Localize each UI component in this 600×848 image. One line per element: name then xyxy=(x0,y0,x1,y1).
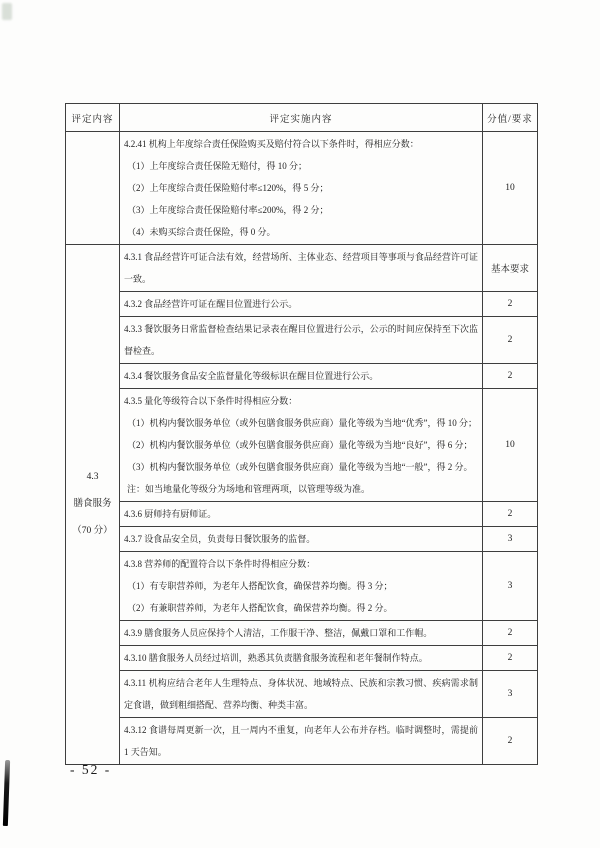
criteria-cell xyxy=(120,527,483,552)
criteria-text: 4.3.4 餐饮服务食品安全监督量化等级标识在醒目位置进行公示。 xyxy=(124,371,379,381)
table-row xyxy=(66,527,538,552)
criteria-text: 4.3.12 食谱每周更新一次，且一周内不重复，向老年人公布并存档。临时调整时，需提前 1 天告知。 xyxy=(124,725,478,757)
score-cell: 2 xyxy=(483,646,538,671)
criteria-cell xyxy=(120,132,483,245)
table-row xyxy=(66,671,538,718)
criteria-cell xyxy=(120,317,483,364)
criteria-text: 4.3.8 营养师的配置符合以下条件时得相应分数： xyxy=(124,559,316,569)
criteria-text: 4.3.9 膳食服务人员应保持个人清洁，工作服干净、整洁，佩戴口罩和工作帽。 xyxy=(124,628,433,638)
table-row xyxy=(66,552,538,621)
criteria-text: 4.3.2 食品经营许可证在醒目位置进行公示。 xyxy=(124,299,298,309)
criteria-cell xyxy=(120,364,483,389)
table-row xyxy=(66,621,538,646)
category-line: （70 分） xyxy=(72,526,113,536)
category-line: 膳食服务 xyxy=(73,499,112,509)
criteria-text: 4.3.6 厨师持有厨师证。 xyxy=(124,509,217,519)
criteria-cell xyxy=(120,671,483,718)
criteria-text: 4.3.10 膳食服务人员经过培训，熟悉其负责膳食服务流程和老年餐制作特点。 xyxy=(124,653,428,663)
score-cell: 3 xyxy=(483,552,538,621)
score-cell: 3 xyxy=(483,527,538,552)
score-cell: 2 xyxy=(483,364,538,389)
table-row xyxy=(66,389,538,502)
score-cell: 10 xyxy=(483,132,538,245)
table-row xyxy=(66,292,538,317)
criteria-text: 4.3.5 量化等级符合以下条件时得相应分数： xyxy=(124,396,298,406)
criteria-cell xyxy=(120,621,483,646)
table-header-row xyxy=(66,104,538,132)
criteria-text: （3）上年度综合责任保险赔付率≤200%，得 2 分； xyxy=(127,205,329,215)
criteria-text: 4.3.1 食品经营许可证合法有效，经营场所、主体业态、经营项目等事项与食品经营许可证一致。 xyxy=(124,252,478,284)
table-row xyxy=(66,718,538,765)
header-score-requirement: 分值/要求 xyxy=(483,104,538,132)
table-row xyxy=(66,317,538,364)
score-cell: 2 xyxy=(483,718,538,765)
header-implementation-content: 评定实施内容 xyxy=(120,104,483,132)
header-eval-content: 评定内容 xyxy=(66,104,120,132)
table-body xyxy=(66,132,538,765)
criteria-cell xyxy=(120,389,483,502)
criteria-text: （2）有兼职营养师，为老年人搭配饮食，确保营养均衡。得 2 分。 xyxy=(127,603,393,613)
criteria-text: （2）上年度综合责任保险赔付率≤120%，得 5 分； xyxy=(127,183,329,193)
table-row xyxy=(66,364,538,389)
criteria-cell xyxy=(120,646,483,671)
criteria-cell xyxy=(120,245,483,292)
table-row xyxy=(66,646,538,671)
criteria-text: （1）上年度综合责任保险无赔付，得 10 分； xyxy=(127,161,308,171)
criteria-text: 4.3.7 设食品安全员，负责每日餐饮服务的监督。 xyxy=(124,534,316,544)
criteria-text: 4.2.41 机构上年度综合责任保险购买及赔付符合以下条件时，得相应分数： xyxy=(124,139,419,149)
table-row xyxy=(66,132,538,245)
criteria-cell xyxy=(120,292,483,317)
category-cell xyxy=(66,245,120,765)
score-cell: 基本要求 xyxy=(483,245,538,292)
criteria-text: 4.3.11 机构应结合老年人生理特点、身体状况、地域特点、民族和宗教习惯、疾病需求制定食谱，做到粗细搭配、营养均衡、种类丰富。 xyxy=(124,678,478,710)
score-cell: 10 xyxy=(483,389,538,502)
score-cell: 3 xyxy=(483,671,538,718)
criteria-cell xyxy=(120,552,483,621)
criteria-cell xyxy=(120,502,483,527)
criteria-text: 4.3.3 餐饮服务日常监督检查结果记录表在醒目位置进行公示，公示的时间应保持至下次监督检查。 xyxy=(124,324,478,356)
page-number: - 52 - xyxy=(70,762,112,777)
score-cell: 2 xyxy=(483,292,538,317)
category-line: 4.3 xyxy=(86,472,99,482)
criteria-text: （3）机构内餐饮服务单位（或外包膳食服务供应商）量化等级为当地“一般”，得 2 分。 xyxy=(127,462,473,472)
criteria-cell xyxy=(120,718,483,765)
criteria-text: （1）有专职营养师，为老年人搭配饮食，确保营养均衡。得 3 分； xyxy=(127,581,393,591)
score-cell: 2 xyxy=(483,317,538,364)
criteria-text: 注：如当地量化等级分为场地和管理两项，以管理等级为准。 xyxy=(127,484,371,494)
score-cell: 2 xyxy=(483,621,538,646)
scan-artifact-smudge xyxy=(2,3,12,20)
category-cell-empty xyxy=(66,132,120,245)
score-cell: 2 xyxy=(483,502,538,527)
scan-artifact-stroke xyxy=(3,760,10,826)
table-row xyxy=(66,502,538,527)
criteria-text: （4）未购买综合责任保险，得 0 分。 xyxy=(127,227,276,237)
table-row xyxy=(66,245,538,292)
evaluation-table xyxy=(65,103,538,765)
criteria-text: （1）机构内餐饮服务单位（或外包膳食服务供应商）量化等级为当地“优秀”，得 10 分； xyxy=(127,418,477,428)
criteria-text: （2）机构内餐饮服务单位（或外包膳食服务供应商）量化等级为当地“良好”，得 6 分； xyxy=(127,440,473,450)
